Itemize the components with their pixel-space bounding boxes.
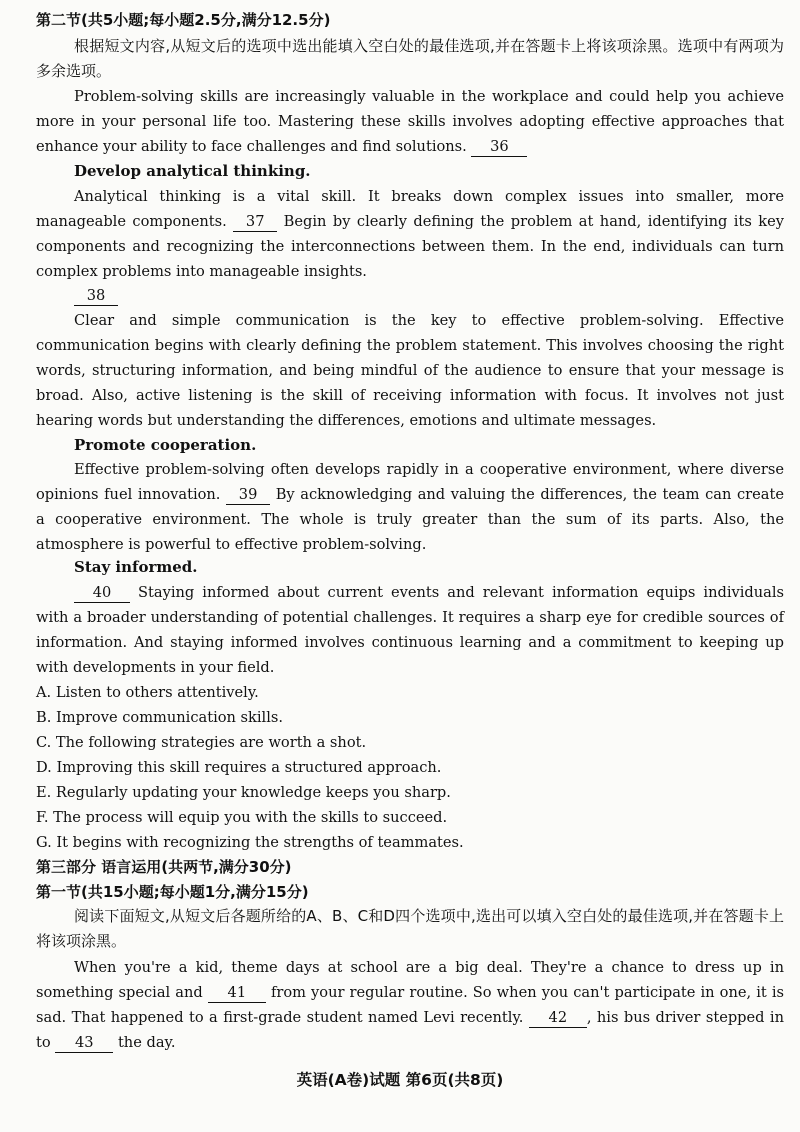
passage-informed	[36, 580, 784, 680]
passage-theme-text-a: When you're a kid, theme days at school are a big deal. They're a chance to dress up in something special and	[36, 959, 784, 1001]
blank-37: 37	[233, 213, 277, 232]
blank-36: 36	[471, 138, 527, 157]
passage-intro	[36, 84, 784, 159]
section2-title: 第二节(共5小题;每小题2.5分,满分12.5分)	[36, 11, 331, 29]
heading-analytical: Develop analytical thinking.	[74, 162, 311, 180]
option-d: D. Improving this skill requires a structured approach.	[36, 759, 442, 776]
blank-42: 42	[529, 1009, 587, 1028]
part3-title: 第三部分 语言运用(共两节,满分30分)	[36, 858, 292, 876]
blank-41: 41	[208, 984, 266, 1003]
passage-cooperation-text-b: By acknowledging and valuing the differences, the team can create a cooperative environment. The whole is truly greater than the sum of its parts. Also, the atmosphere is powerful to effective problem-solving.	[36, 486, 784, 553]
passage-theme-text-b: from your regular routine. So when you can't participate in one, it is sad. That happened to a first-grade student named Levi recently.	[36, 984, 785, 1026]
passage-theme-text-c: , his bus driver stepped in to	[36, 1009, 784, 1051]
passage-informed-text: Staying informed about current events and relevant information equips individuals with a broader understanding of potential challenges. It requires a sharp eye for credible sources of information. And staying informed involves continuous learning and a commitment to keeping up with developments in your field.	[36, 584, 784, 676]
passage-analytical-text-a: Analytical thinking is a vital skill. It breaks down complex issues into smaller, more manageable components.	[36, 188, 784, 230]
heading-cooperation: Promote cooperation.	[74, 436, 257, 454]
passage-communication: Clear and simple communication is the key to effective problem-solving. Effective communication begins with clearly defining the problem statement. This involves choosing the right words, structuring information, and being mindful of the audience to ensure that your message is broad. Also, active listening is the skill of receiving information with focus. It involves not just hearing words but understanding the differences, emotions and ultimate messages.	[36, 312, 784, 429]
passage-analytical	[36, 184, 784, 284]
blank-38-line	[36, 283, 784, 308]
part3-instruction: 阅读下面短文,从短文后各题所给的A、B、C和D四个选项中,选出可以填入空白处的最佳选项,并在答题卡上将该项涂黑。	[36, 907, 784, 950]
blank-38: 38	[74, 287, 118, 306]
blank-39: 39	[226, 486, 270, 505]
passage-intro-text: Problem-solving skills are increasingly valuable in the workplace and could help you achieve more in your personal life too. Mastering these skills involves adopting effective approaches that enhance your ability to face challenges and find solutions.	[36, 88, 784, 155]
blank-43: 43	[55, 1034, 113, 1053]
section2-instruction: 根据短文内容,从短文后的选项中选出能填入空白处的最佳选项,并在答题卡上将该项涂黑。选项中有两项为多余选项。	[36, 37, 784, 80]
option-e: E. Regularly updating your knowledge keeps you sharp.	[36, 784, 451, 801]
passage-theme-days	[36, 955, 784, 1055]
passage-theme-text-d: the day.	[117, 1034, 176, 1051]
option-b: B. Improve communication skills.	[36, 709, 284, 726]
option-a: A. Listen to others attentively.	[36, 684, 259, 701]
part3-section1-title: 第一节(共15小题;每小题1分,满分15分)	[36, 883, 309, 901]
blank-40: 40	[74, 584, 130, 603]
passage-cooperation	[36, 457, 784, 557]
option-g: G. It begins with recognizing the strengths of teammates.	[36, 834, 464, 851]
passage-cooperation-text-a: Effective problem-solving often develops rapidly in a cooperative environment, where diverse opinions fuel innovation.	[36, 461, 784, 503]
page-footer: 英语(A卷)试题 第6页(共8页)	[296, 1071, 504, 1089]
heading-informed: Stay informed.	[74, 558, 198, 576]
passage-analytical-text-b: Begin by clearly defining the problem at hand, identifying its key components and recognizing the interconnections between them. In the end, individuals can turn complex problems into manageable insights.	[36, 213, 784, 280]
option-f: F. The process will equip you with the skills to succeed.	[36, 809, 448, 826]
option-c: C. The following strategies are worth a shot.	[36, 734, 367, 751]
